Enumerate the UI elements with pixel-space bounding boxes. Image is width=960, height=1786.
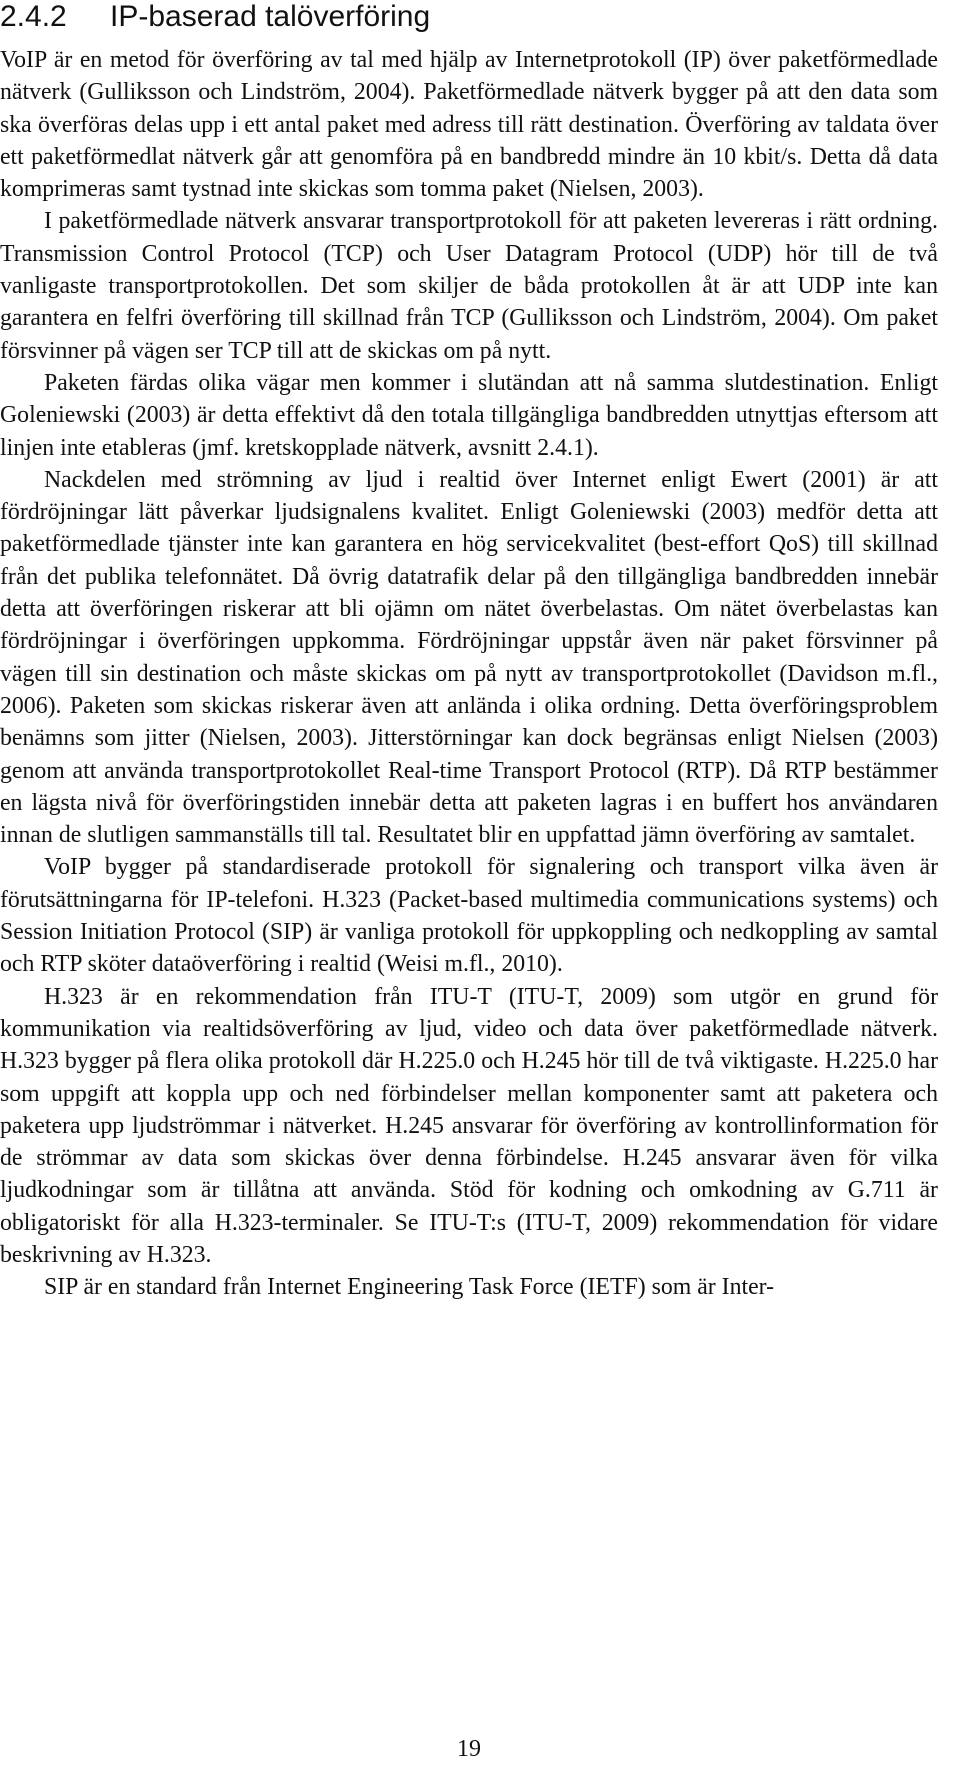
paragraph-packet-routing: Paketen färdas olika vägar men kommer i slutändan att nå samma slutdestination. Enligt Goleniewski (2003) är detta effektivt då den totala tillgängliga bandbredden utnyttjas eftersom att linjen inte etableras (jmf. kretskopplade nätverk, avsnitt 2.4.1). <box>0 369 938 461</box>
paragraph-sip: SIP är en standard från Internet Engineering Task Force (IETF) som är Inter- <box>44 1274 775 1301</box>
paragraph-transport-protocols: I paketförmedlade nätverk ansvarar transportprotokoll för att paketen levereras i rätt ordning. Transmission Control Protocol (TCP) och User Datagram Protocol (UDP) hör till de två vanligaste transportprotokollen. Det som skiljer de båda protokollen åt är att UDP inte kan garantera en felfri överföring till skillnad från TCP (Gulliksson och Lindström, 2004). Om paket försvinner på vägen ser TCP till att de skickas om på nytt. <box>0 208 938 364</box>
body-text <box>0 44 938 1304</box>
section-title: IP-baserad talöverföring <box>110 0 431 33</box>
paragraph-h323: H.323 är en rekommendation från ITU-T (ITU-T, 2009) som utgör en grund för kommunikation via realtidsöverföring av ljud, video och data över paketförmedlade nätverk. H.323 bygger på flera olika protokoll där H.225.0 och H.245 hör till de två viktigaste. H.225.0 har som uppgift att koppla upp och ned förbindelser mellan komponenter samt att paketera och paketera upp ljudströmmar i nätverket. H.245 ansvarar för överföring av kontrollinformation för de strömmar av data som skickas över denna förbindelse. H.245 ansvarar även för vilka ljudkodningar som är tillåtna att använda. Stöd för kodning och omkodning av G.711 är obligatoriskt för alla H.323-terminaler. Se ITU-T:s (ITU-T, 2009) rekommendation för vidare beskrivning av H.323. <box>0 983 938 1268</box>
paragraph-voip-intro: VoIP är en metod för överföring av tal med hjälp av Internetprotokoll (IP) över paketförmedlade nätverk (Gulliksson och Lindström, 2004). Paketförmedlade nätverk bygger på att den data som ska överföras delas upp i ett antal paket med adress till rätt destination. Överföring av taldata över ett paketförmedlat nätverk går att genomföra på en bandbredd mindre än 10 kbit/s. Detta då data komprimeras samt tystnad inte skickas som tomma paket (Nielsen, 2003). <box>0 47 938 203</box>
section-heading <box>0 0 430 34</box>
section-number: 2.4.2 <box>0 0 67 33</box>
paragraph-realtime-drawbacks: Nackdelen med strömning av ljud i realtid över Internet enligt Ewert (2001) är att fördröjningar lätt påverkar ljudsignalens kvalitet. Enligt Goleniewski (2003) medför detta att paketförmedlade tjänster inte kan garantera en hög servicekvalitet (best-effort QoS) till skillnad från det publika telefonnätet. Då övrig datatrafik delar på den tillgängliga bandbredden innebär detta att överföringen riskerar att bli ojämn om nätet överbelastas. Om nätet överbelastas kan fördröjningar i överföringen uppkomma. Fördröjningar uppstår även när paket försvinner på vägen till sin destination och måste skickas om på nytt av transportprotokollet (Davidson m.fl., 2006). Paketen som skickas riskerar även att anlända i olika ordning. Detta överföringsproblem benämns som jitter (Nielsen, 2003). Jitterstörningar kan dock begränsas enligt Nielsen (2003) genom att använda transportprotokollet Real-time Transport Protocol (RTP). Då RTP bestämmer en lägsta nivå för överföringstiden innebär detta att paketen lagras i en buffert hos användaren innan de slutligen sammanställs till tal. Resultatet blir en uppfattad jämn överföring av samtalet. <box>0 466 938 849</box>
page-number: 19 <box>457 1736 481 1762</box>
paragraph-voip-standards: VoIP bygger på standardiserade protokoll för signalering och transport vilka även är förutsättningarna för IP-telefoni. H.323 (Packet-based multimedia communications systems) och Session Initiation Protocol (SIP) är vanliga protokoll för uppkoppling och nedkoppling av samtal och RTP sköter dataöverföring i realtid (Weisi m.fl., 2010). <box>0 854 938 978</box>
